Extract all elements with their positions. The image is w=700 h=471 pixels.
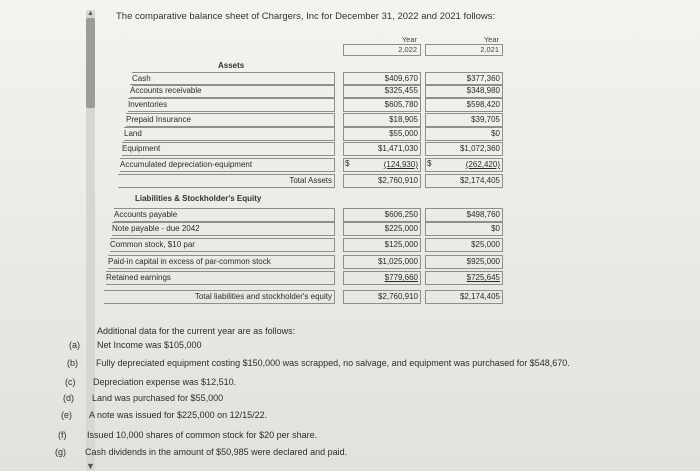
item-mark: (d) [63, 393, 74, 403]
item-mark: (f) [58, 430, 67, 440]
header-year-2022: Year [401, 35, 417, 44]
liab-label: Common stock, $10 par [110, 238, 335, 252]
asset-row-equipment [122, 142, 336, 154]
asset-value-2022: $325,455 [343, 84, 421, 98]
asset-value-2022: $55,000 [343, 127, 421, 141]
asset-row-land [124, 127, 336, 139]
total-liab-2022: $2,760,910 [343, 290, 421, 304]
asset-value-2022: $409,670 [343, 72, 421, 86]
item-mark: (b) [67, 358, 78, 368]
item-mark: (e) [61, 410, 72, 420]
liab-value-2021: $25,000 [425, 238, 503, 252]
total-assets-row [118, 174, 336, 186]
asset-row-inventories [128, 98, 333, 110]
total-liab-label: Total liabilities and stockholder's equity [104, 290, 335, 304]
asset-row-ar [130, 84, 335, 96]
liab-value-2022: $225,000 [343, 222, 421, 236]
assets-title: Assets [218, 61, 245, 70]
asset-value-2021: $39,705 [425, 113, 503, 127]
liab-value-2021: $925,000 [425, 255, 503, 269]
scroll-up-arrow-icon[interactable]: ▲ [87, 10, 94, 17]
liab-value-2022: $125,000 [343, 238, 421, 252]
dollar-sign-2021: $ [427, 159, 432, 168]
item-mark: (a) [69, 340, 80, 350]
item-text: Cash dividends in the amount of $50,985 were declared and paid. [85, 447, 348, 457]
item-text: Land was purchased for $55,000 [92, 393, 224, 403]
item-text: A note was issued for $225,000 on 12/15/22. [89, 410, 268, 420]
total-assets-2022: $2,760,910 [343, 174, 421, 188]
asset-label: Accounts receivable [130, 84, 335, 98]
item-text: Fully depreciated equipment costing $150,000 was scrapped, no salvage, and equipment was purchased for $548,670. [96, 358, 570, 368]
asset-value-2021: $377,360 [425, 72, 503, 86]
total-liab-2021: $2,174,405 [425, 290, 503, 304]
asset-value-2022: $605,780 [343, 98, 421, 112]
liab-value-2021: $498,760 [425, 208, 503, 222]
asset-row-accum-dep [120, 158, 340, 170]
liab-label: Paid-in capital in excess of par-common stock [108, 255, 335, 269]
liab-label: Retained earnings [106, 271, 335, 285]
asset-label: Inventories [128, 98, 335, 112]
header-2022: 2,022 [398, 45, 417, 54]
asset-value-2021: $0 [425, 127, 503, 141]
liab-value-2021: $0 [425, 222, 503, 236]
item-text: Issued 10,000 shares of common stock for $20 per share. [87, 430, 318, 440]
liab-row-note [112, 222, 336, 234]
asset-value-2022: (124,930) [343, 158, 421, 172]
header-year-2021: Year [483, 35, 499, 44]
additional-data-title: Additional data for the current year are as follows: [97, 326, 296, 336]
item-mark: (g) [55, 447, 66, 457]
liab-row-common [110, 238, 336, 250]
total-assets-label: Total Assets [118, 174, 335, 188]
liabilities-title: Liabilities & Stockholder's Equity [135, 194, 262, 203]
liab-value-2022: $1,025,000 [343, 255, 421, 269]
item-text: Depreciation expense was $12,510. [93, 377, 237, 387]
asset-value-2021: $1,072,360 [425, 142, 503, 156]
asset-label: Land [124, 127, 335, 141]
liab-row-ap [114, 208, 336, 220]
asset-value-2022: $18,905 [343, 113, 421, 127]
liab-value-2021: $725,645 [425, 271, 503, 285]
liab-label: Note payable - due 2042 [112, 222, 335, 236]
item-mark: (c) [65, 377, 76, 387]
asset-value-2021: $598,420 [425, 98, 503, 112]
total-assets-2021: $2,174,405 [425, 174, 503, 188]
asset-label: Cash [132, 72, 335, 86]
liab-row-retained [106, 271, 336, 283]
item-text: Net Income was $105,000 [97, 340, 202, 350]
asset-label: Equipment [122, 142, 335, 156]
asset-value-2021: (262,420) [425, 158, 503, 172]
header-2021: 2,021 [480, 45, 499, 54]
liab-row-paid-in [108, 255, 336, 267]
liab-value-2022: $606,250 [343, 208, 421, 222]
asset-value-2022: $1,471,030 [343, 142, 421, 156]
asset-label: Prepaid Insurance [126, 113, 335, 127]
scroll-thumb[interactable] [86, 18, 95, 108]
asset-row-prepaid [126, 113, 336, 125]
dollar-sign-2022: $ [345, 159, 350, 168]
asset-row-cash [132, 72, 337, 84]
asset-label: Accumulated depreciation-equipment [120, 158, 335, 172]
scroll-down-arrow-icon[interactable]: ▼ [86, 461, 95, 471]
asset-value-2021: $348,980 [425, 84, 503, 98]
total-liab-row [104, 290, 336, 302]
problem-intro: The comparative balance sheet of Chargers, Inc for December 31, 2022 and 2021 follows: [116, 11, 496, 22]
liab-label: Accounts payable [114, 208, 335, 222]
liab-value-2022: $779,660 [343, 271, 421, 285]
